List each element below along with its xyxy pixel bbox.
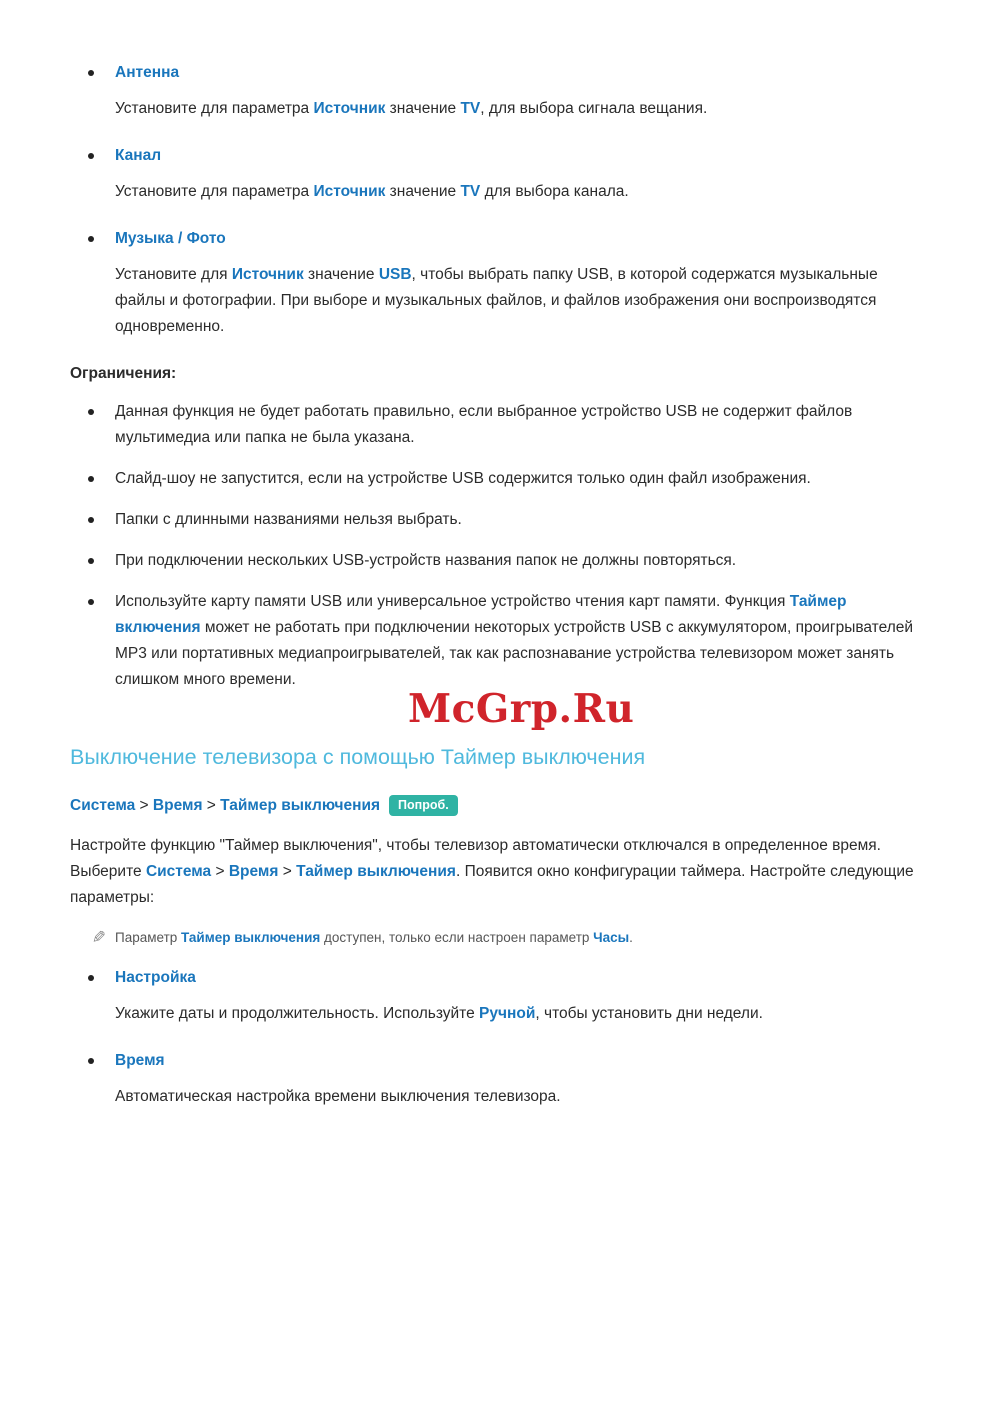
breadcrumb: [70, 795, 930, 816]
list-term: Канал: [115, 147, 162, 164]
list-item: [70, 230, 930, 340]
list-item: [70, 147, 930, 205]
list-body: Папки с длинными названиями нельзя выбрать.: [115, 511, 462, 528]
list-term: Время: [115, 1052, 165, 1069]
restrictions-heading: Ограничения:: [70, 365, 177, 382]
list-body: Автоматическая настройка времени выключения телевизора.: [115, 1088, 561, 1105]
note: [70, 927, 930, 949]
bullet-icon: [88, 517, 94, 523]
list-body: Установите для параметра Источник значение TV для выбора канала.: [115, 183, 629, 200]
section-title: Выключение телевизора с помощью Таймер выключения: [70, 745, 646, 769]
restrictions-section: [70, 365, 930, 693]
list-term: Настройка: [115, 969, 196, 986]
mcgrp-watermark: McGrp.Ru: [408, 686, 635, 732]
bullet-icon: [88, 409, 94, 415]
breadcrumb-path: Система > Время > Таймер выключения: [70, 796, 381, 814]
list-body: Укажите даты и продолжительность. Используйте Ручной, чтобы установить дни недели.: [115, 1005, 763, 1022]
list-body: Используйте карту памяти USB или универсальное устройство чтения карт памяти. Функция Таймер включения может не работать при подключении некоторых устройств USB с аккумулятором, проигрывателей MP3 или портативных медиапроигрывателей, так как распознавание устройства телевизором может занять слишком много времени.: [115, 593, 914, 688]
list-body: Установите для Источник значение USB, чтобы выбрать папку USB, в которой содержатся музыкальные файлы и фотографии. При выборе и музыкальных файлов, и файлов изображения они воспроизводятся одновременно.: [115, 266, 878, 335]
bullet-icon: [88, 476, 94, 482]
list-body: Установите для параметра Источник значение TV, для выбора сигнала вещания.: [115, 100, 708, 117]
bullet-icon: [88, 1058, 94, 1064]
list-item: [70, 589, 930, 693]
list-item: [70, 1052, 930, 1110]
list-item: [70, 64, 930, 122]
pencil-icon: ✎: [91, 928, 106, 947]
note-text: Параметр Таймер выключения доступен, только если настроен параметр Часы.: [115, 930, 633, 945]
list-body: При подключении нескольких USB-устройств названия папок не должны повторяться.: [115, 552, 737, 569]
list-item: [70, 507, 930, 533]
list-item: [70, 548, 930, 574]
list-term: Антенна: [115, 64, 180, 81]
section-intro: Настройте функцию "Таймер выключения", чтобы телевизор автоматически отключался в определенное время. Выберите Система > Время > Таймер выключения. Появится окно конфигурации таймера. Настройте следующие параметры:: [70, 837, 914, 906]
list-body: Слайд-шоу не запустится, если на устройстве USB содержится только один файл изображения.: [115, 470, 811, 487]
list-item: [70, 466, 930, 492]
bullet-icon: [88, 153, 94, 159]
list-item: [70, 399, 930, 451]
source-options-list: [70, 64, 930, 340]
bullet-icon: [88, 975, 94, 981]
list-item: [70, 969, 930, 1027]
bullet-icon: [88, 236, 94, 242]
bullet-icon: [88, 558, 94, 564]
bullet-icon: [88, 599, 94, 605]
bullet-icon: [88, 70, 94, 76]
timer-options-list: [70, 969, 930, 1110]
list-term: Музыка / Фото: [115, 230, 226, 247]
try-now-badge[interactable]: Попроб.: [389, 795, 458, 816]
list-body: Данная функция не будет работать правильно, если выбранное устройство USB не содержит файлов мультимедиа или папка не была указана.: [115, 403, 853, 446]
